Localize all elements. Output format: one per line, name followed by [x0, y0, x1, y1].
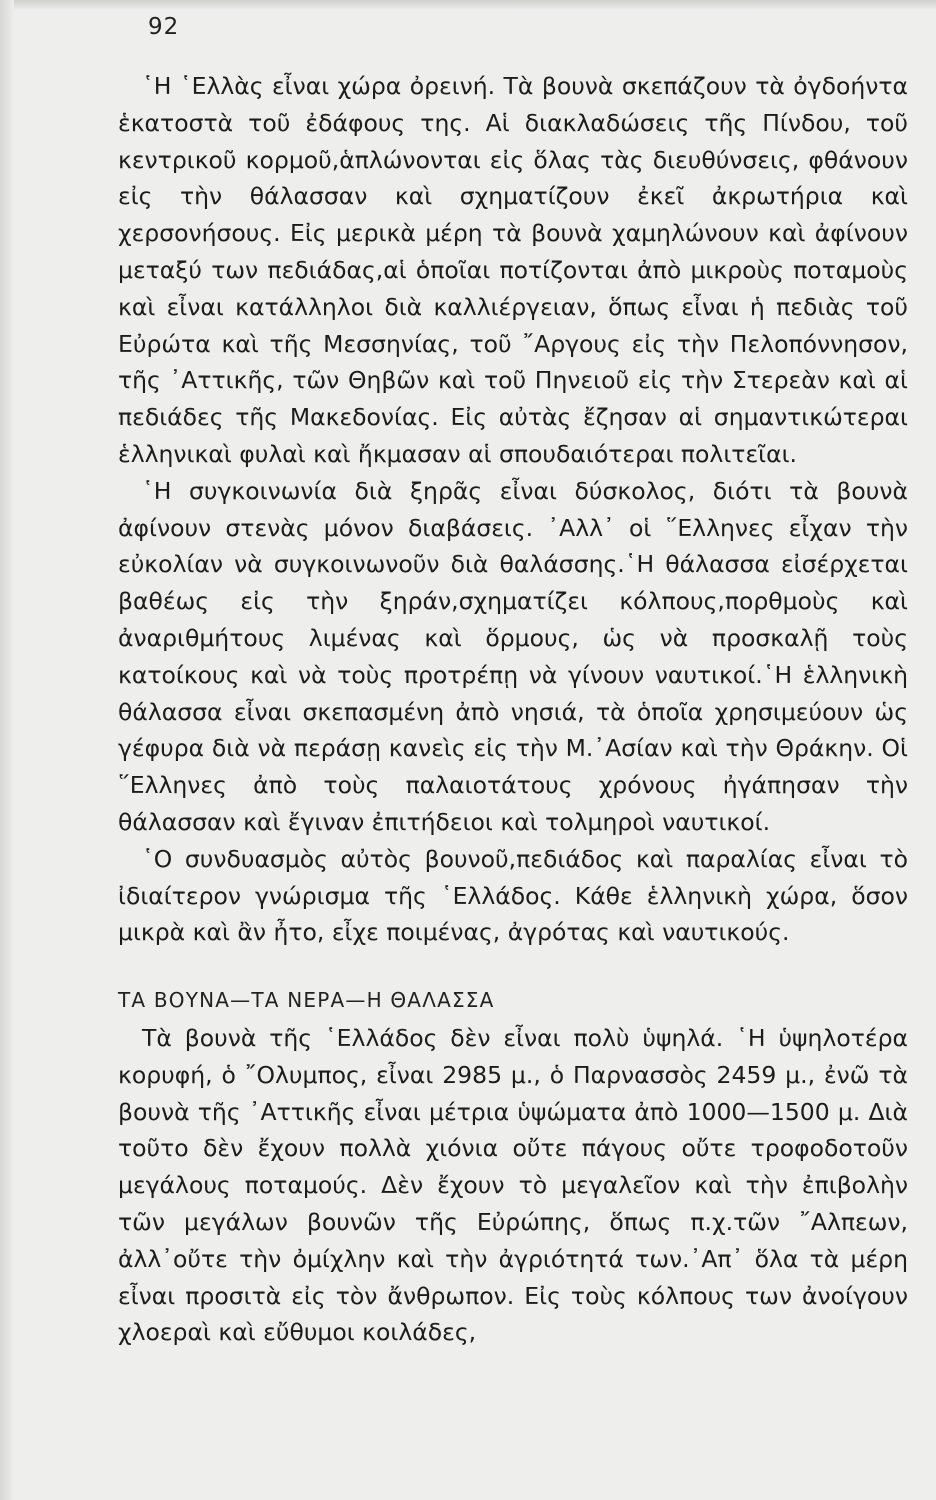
body-text-block	[118, 68, 908, 951]
section-text-block	[118, 1020, 908, 1351]
paragraph-greece-mountainous: ῾Η ῾Ελλὰς εἶναι χώρα ὀρεινή. Τὰ βουνὰ σκεπάζουν τὰ ὀγδοήντα ἑκατοστὰ τοῦ ἐδάφους της. Αἱ διακλαδώσεις τῆς Πίνδου, τοῦ κεντρικοῦ κορμοῦ,ἁπλώνονται εἰς ὅλας τὰς διευθύνσεις, φθάνουν εἰς τὴν θάλασσαν καὶ σχηματίζουν ἐκεῖ ἀκρωτήρια καὶ χερσονήσους. Εἰς μερικὰ μέρη τὰ βουνὰ χαμηλώνουν καὶ ἀφίνουν μεταξύ των πεδιάδας,αἱ ὁποῖαι ποτίζονται ἀπὸ μικροὺς ποταμοὺς καὶ εἶναι κατάλληλοι διὰ καλλιέργειαν, ὅπως εἶναι ἡ πεδιὰς τοῦ Εὐρώτα καὶ τῆς Μεσσηνίας, τοῦ ῎Αργους εἰς τὴν Πελοπόννησον, τῆς ᾿Αττικῆς, τῶν Θηβῶν καὶ τοῦ Πηνειοῦ εἰς τὴν Στερεὰν καὶ αἱ πεδιάδες τῆς Μακεδονίας. Εἰς αὐτὰς ἔζησαν αἱ σημαντικώτεραι ἑλληνικαὶ φυλαὶ καὶ ἤκμασαν αἱ σπουδαιότεραι πολιτεῖαι.	[118, 72, 908, 468]
paragraph-mountains-height: Τὰ βουνὰ τῆς ῾Ελλάδος δὲν εἶναι πολὺ ὑψηλά. ῾Η ὑψηλοτέρα κορυφή, ὁ ῎Ολυμπος, εἶναι 2985 μ., ὁ Παρνασσὸς 2459 μ., ἐνῶ τὰ βουνὰ τῆς ᾿Αττικῆς εἶναι μέτρια ὑψώματα ἀπὸ 1000—1500 μ. Διὰ τοῦτο δὲν ἔχουν πολλὰ χιόνια οὔτε πάγους οὔτε τροφοδοτοῦν μεγάλους ποταμούς. Δὲν ἔχουν τὸ μεγαλεῖον καὶ τὴν ἐπιβολὴν τῶν μεγάλων βουνῶν τῆς Εὐρώπης, ὅπως π.χ.τῶν ῎Αλπεων, ἀλλ᾿οὔτε τὴν ὀμίχλην καὶ τὴν ἀγριότητά των.᾿Απ᾿ ὅλα τὰ μέρη εἶναι προσιτὰ εἰς τὸν ἄνθρωπον. Εἰς τοὺς κόλπους των ἀνοίγουν χλοεραὶ καὶ εὔθυμοι κοιλάδες,	[118, 1024, 908, 1347]
scan-edge-left	[0, 0, 14, 1500]
paragraph-characteristic: ῾Ο συνδυασμὸς αὐτὸς βουνοῦ,πεδιάδος καὶ παραλίας εἶναι τὸ ἰδιαίτερον γνώρισμα τῆς ῾Ελλάδος. Κάθε ἑλληνικὴ χώρα, ὅσον μικρὰ καὶ ἂν ἦτο, εἶχε ποιμένας, ἀγρότας καὶ ναυτικούς.	[118, 844, 908, 947]
scan-edge-top	[0, 0, 936, 10]
section-heading: ΤΑ ΒΟΥΝΑ—ΤΑ ΝΕΡΑ—Η ΘΑΛΑΣΣΑ	[118, 988, 495, 1012]
page-number: 92	[148, 14, 180, 40]
paragraph-communication-sea: ῾Η συγκοινωνία διὰ ξηρᾶς εἶναι δύσκολος, διότι τὰ βουνὰ ἀφίνουν στενὰς μόνον διαβάσεις. ᾿Αλλ᾿ οἱ ῞Ελληνες εἶχαν τὴν εὐκολίαν νὰ συγκοινωνοῦν διὰ θαλάσσης.῾Η θάλασσα εἰσέρχεται βαθέως εἰς τὴν ξηράν,σχηματίζει κόλπους,πορθμοὺς καὶ ἀναριθμήτους λιμένας καὶ ὅρμους, ὡς νὰ προσκαλῇ τοὺς κατοίκους καὶ νὰ τοὺς προτρέπῃ νὰ γίνουν ναυτικοί.῾Η ἑλληνικὴ θάλασσα εἶναι σκεπασμένη ἀπὸ νησιά, τὰ ὁποῖα χρησιμεύουν ὡς γέφυρα διὰ νὰ περάσῃ κανεὶς εἰς τὴν Μ.᾿Ασίαν καὶ τὴν Θράκην. Οἱ ῞Ελληνες ἀπὸ τοὺς παλαιοτάτους χρόνους ἠγάπησαν τὴν θάλασσαν καὶ ἔγιναν ἐπιτήδειοι καὶ τολμηροὶ ναυτικοί.	[118, 476, 908, 836]
